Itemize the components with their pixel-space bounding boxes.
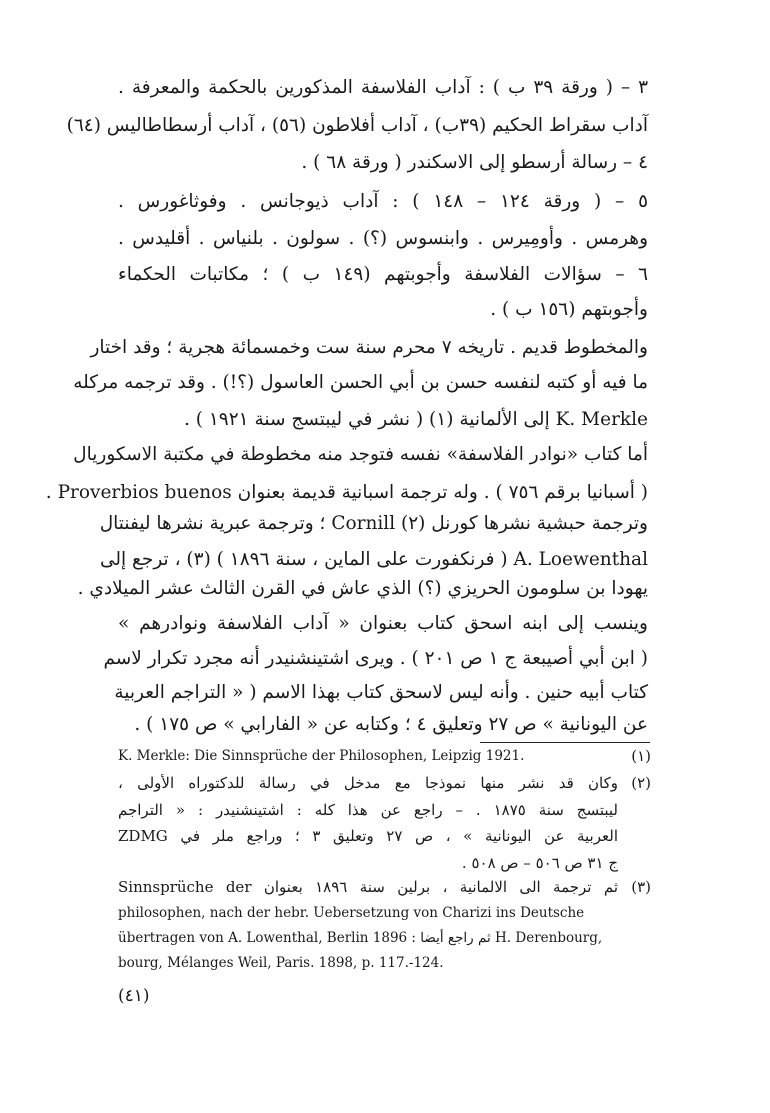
footnote-number: (٢) <box>631 774 651 792</box>
body-line: ( أسبانيا برقم ٧٥٦ ) . وله ترجمة اسبانية قديمة بعنوان Proverbios buenos . <box>45 482 648 503</box>
footnote-text: übertragen von A. Lowenthal, Berlin 1896 : ثم راجع أيضا H. Derenbourg, <box>118 930 603 946</box>
footnote-number: (٣) <box>631 878 651 896</box>
footnote-text: ليبتسج سنة ١٨٧٥ . – راجع عن هذا كله : اشتينشنيدر : « التراجم <box>118 801 619 819</box>
footnote-text: bourg, Mélanges Weil, Paris. 1898, p. 117.-124. <box>118 955 444 971</box>
body-line: وهرمس . وأومِيرس . وابنسوس (؟) . سولون . بلنياس . أقليدس . <box>118 228 648 249</box>
body-line: ٦ – سؤالات الفلاسفة وأجوبتهم (١٤٩ ب ) ؛ مكاتبات الحكماء <box>118 264 648 285</box>
body-line: K. Merkle إلى الألمانية (١) ( نشر في ليبتسج سنة ١٩٢١ ) . <box>183 409 648 430</box>
body-line: وينسب إلى ابنه اسحق كتاب بعنوان « آداب الفلاسفة ونوادرهم » <box>118 613 648 634</box>
footnote-text: العربية عن اليونانية » ، ص ٢٧ وتعليق ٣ ؛ وراجع ملر في ZDMG <box>118 827 618 845</box>
footnote-text: ج ٣١ ص ٥٠٦ – ص ٥٠٨ . <box>461 854 618 872</box>
body-line: عن اليونانية » ص ٢٧ وتعليق ٤ ؛ وكتابه عن « الفارابي » ص ١٧٥ ) . <box>134 714 648 735</box>
body-line: ( ابن أبي أصيبعة ج ١ ص ٢٠١ ) . ويرى اشتينشنيدر أنه مجرد تكرار لاسم <box>103 648 648 669</box>
footnote-number: (١) <box>631 747 651 765</box>
body-line: كتاب أبيه حنين . وأنه ليس لاسحق كتاب بهذا الاسم ( « التراجم العربية <box>114 682 648 703</box>
page-number: (٤١) <box>118 986 150 1006</box>
body-line: أما كتاب «نوادر الفلاسفة» نفسه فتوجد منه مخطوطة في مكتبة الاسكوريال <box>73 444 648 465</box>
footnote-text: وكان قد نشر منها نموذجا مع مدخل في رسالة للدكتوراه الأولى ، <box>118 774 618 792</box>
footnote-text: philosophen, nach der hebr. Uebersetzung von Charizi ins Deutsche <box>118 905 585 921</box>
body-line: والمخطوط قديم . تاريخه ٧ محرم سنة ست وخمسمائة هجرية ؛ وقد اختار <box>90 337 648 358</box>
body-line: ٣ – ( ورقة ٣٩ ب ) : آداب الفلاسفة المذكورين بالحكمة والمعرفة . <box>118 77 649 98</box>
body-line: ٥ – ( ورقة ١٢٤ – ١٤٨ ) : آداب ذيوجانس . وفوثاغورس . <box>118 191 649 212</box>
body-line: وترجمة حبشية نشرها كورنل (٢) Cornill ؛ وترجمة عبرية نشرها ليفنتال <box>99 513 648 534</box>
body-line: ما فيه أو كتبه لنفسه حسن بن أبي الحسن العاسول (؟!) . وقد ترجمه مركله <box>73 372 648 393</box>
body-line: وأجوبتهم (١٥٦ ب ) . <box>490 299 648 320</box>
footnote-text: K. Merkle: Die Sinnsprüche der Philosophen, Leipzig 1921. <box>118 748 525 764</box>
body-line: ٤ – رسالة أرسطو إلى الاسكندر ( ورقة ٦٨ ) . <box>301 152 648 173</box>
body-line: يهودا بن سلومون الحريزي (؟) الذي عاش في القرن الثالث عشر الميلادي . <box>77 578 648 599</box>
body-line: A. Loewenthal ( فرنكفورت على الماين ، سنة ١٨٩٦ ) (٣) ، ترجع إلى <box>99 549 648 570</box>
footnote-text: ثم ترجمة الى الالمانية ، برلين سنة ١٨٩٦ بعنوان Sinnsprüche der <box>118 878 619 896</box>
body-line: آداب سقراط الحكيم (٣٩ب) ، آداب أفلاطون (٥٦) ، آداب أرسطاطاليس (٦٤) <box>66 115 648 136</box>
